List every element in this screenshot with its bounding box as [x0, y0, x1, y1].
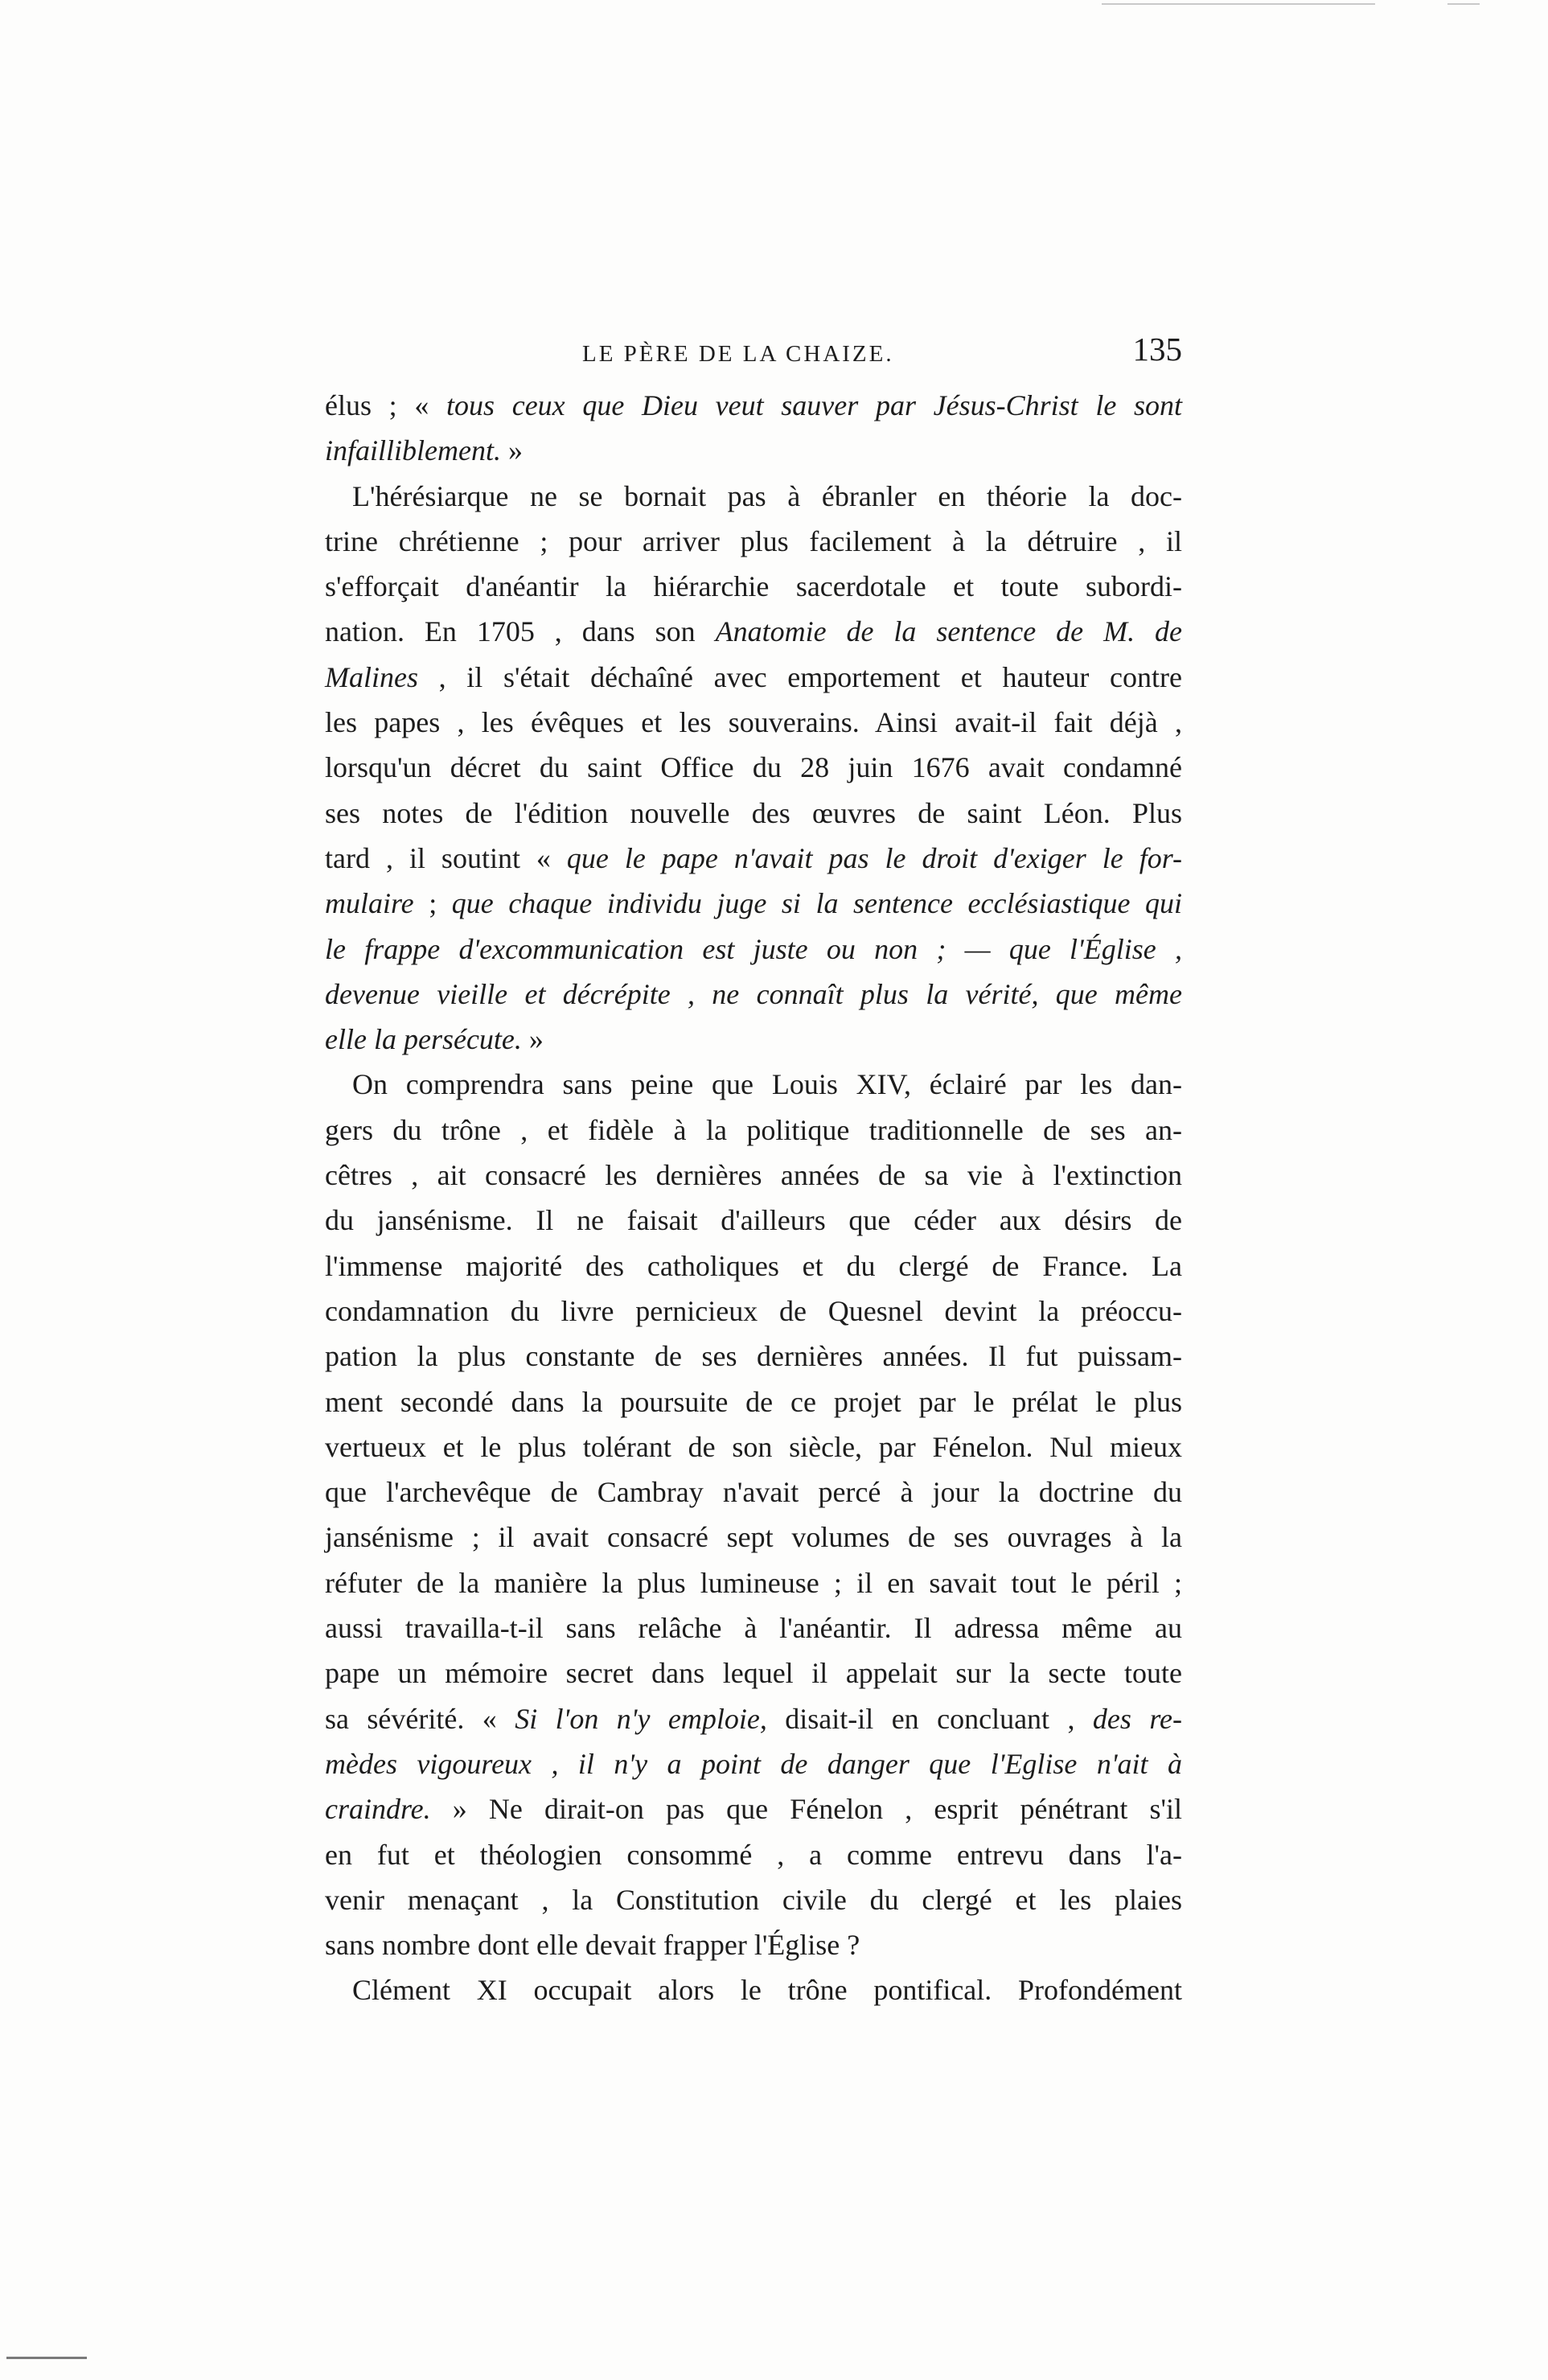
text-run: L'hérésiarque ne se bornait pas à ébranler en théorie la doc- [352, 479, 1182, 512]
page-header [325, 330, 1182, 378]
italic-text: tous ceux que Dieu veut sauver par Jésus-Christ le sont [446, 389, 1182, 421]
text-run: nation. En 1705 , dans son [325, 615, 716, 648]
text-run: l'immense majorité des catholiques et du clergé de France. La [325, 1249, 1182, 1282]
text-line [325, 1243, 1182, 1289]
text-run: s'efforçait d'anéantir la hiérarchie sacerdotale et toute subordi- [325, 570, 1182, 603]
text-line [325, 519, 1182, 564]
bottom-edge-rule [6, 2357, 87, 2359]
text-line [325, 1967, 1182, 2012]
text-run: venir menaçant , la Constitution civile du clergé et les plaies [325, 1883, 1182, 1916]
italic-text: que chaque individu juge si la sentence ecclésiastique qui [451, 887, 1182, 920]
text-run: On comprendra sans peine que Louis XIV, éclairé par les dan- [352, 1068, 1182, 1101]
text-line [325, 1741, 1182, 1786]
text-line [325, 1470, 1182, 1515]
text-line [325, 1153, 1182, 1198]
text-line [325, 791, 1182, 836]
top-edge-rule-short [1447, 3, 1480, 5]
text-line [325, 474, 1182, 519]
text-run: sa sévérité. « [325, 1702, 515, 1735]
italic-text: mèdes vigoureux , il n'y a point de danger que l'Eglise n'ait à [325, 1747, 1182, 1780]
italic-text: le frappe d'excommunication est juste ou non ; — que l'Église , [325, 932, 1182, 965]
text-line [325, 1786, 1182, 1831]
italic-text: Malines [325, 660, 418, 693]
text-line [325, 1334, 1182, 1379]
italic-text: elle la persécute. [325, 1023, 522, 1056]
text-run: condamnation du livre pernicieux de Quesnel devint la préoccu- [325, 1294, 1182, 1327]
text-line [325, 927, 1182, 972]
text-line [325, 428, 1182, 473]
page-number: 135 [1132, 331, 1182, 368]
text-line [325, 564, 1182, 609]
text-run: pation la plus constante de ses dernières années. Il fut puissam- [325, 1340, 1182, 1373]
text-run: que l'archevêque de Cambray n'avait percé à jour la doctrine du [325, 1476, 1182, 1509]
running-head: LE PÈRE DE LA CHAIZE. [582, 341, 894, 367]
text-line [325, 1515, 1182, 1560]
text-line [325, 1289, 1182, 1334]
text-run: jansénisme ; il avait consacré sept volumes de ses ouvrages à la [325, 1521, 1182, 1554]
text-line [325, 1832, 1182, 1877]
text-line [325, 972, 1182, 1017]
text-line [325, 1424, 1182, 1470]
text-line [325, 655, 1182, 700]
text-run: disait-il en concluant , [766, 1702, 1093, 1735]
text-line [325, 1108, 1182, 1153]
text-run: , il s'était déchaîné avec emportement et hauteur contre [417, 660, 1182, 693]
text-line [325, 700, 1182, 745]
italic-text: des re- [1092, 1702, 1182, 1735]
text-run: Clément XI occupait alors le trône pontifical. Profondément [352, 1974, 1182, 2007]
text-run: ment secondé dans la poursuite de ce projet par le prélat le plus [325, 1385, 1182, 1418]
text-line [325, 1062, 1182, 1107]
text-line [325, 1650, 1182, 1696]
text-run: trine chrétienne ; pour arriver plus facilement à la détruire , il [325, 524, 1182, 557]
body-text [325, 383, 1182, 2013]
text-run: cêtres , ait consacré les dernières années de sa vie à l'extinction [325, 1159, 1182, 1192]
text-line [325, 1560, 1182, 1605]
italic-text: que le pape n'avait pas le droit d'exiger le for- [566, 841, 1182, 874]
text-run: lorsqu'un décret du saint Office du 28 juin 1676 avait condamné [325, 751, 1182, 784]
text-run: réfuter de la manière la plus lumineuse ; il en savait tout le péril ; [325, 1566, 1182, 1599]
text-run: tard , il soutint « [325, 841, 567, 874]
text-line [325, 1605, 1182, 1650]
text-run: du jansénisme. Il ne faisait d'ailleurs que céder aux désirs de [325, 1204, 1182, 1237]
italic-text: mulaire [325, 887, 414, 920]
text-run: pape un mémoire secret dans lequel il appelait sur la secte toute [325, 1657, 1182, 1690]
text-run: gers du trône , et fidèle à la politique traditionnelle de ses an- [325, 1113, 1182, 1146]
text-run: ses notes de l'édition nouvelle des œuvres de saint Léon. Plus [325, 796, 1182, 829]
text-line [325, 1017, 1182, 1062]
text-line [325, 609, 1182, 654]
italic-text: Anatomie de la sentence de M. de [715, 615, 1182, 648]
text-run: ; [413, 887, 452, 920]
text-line [325, 1877, 1182, 1922]
text-line [325, 745, 1182, 790]
text-run: aussi travailla-t-il sans relâche à l'anéantir. Il adressa même au [325, 1612, 1182, 1645]
text-run: les papes , les évêques et les souverains. Ainsi avait-il fait déjà , [325, 706, 1182, 739]
text-line [325, 836, 1182, 881]
text-run: » [521, 1023, 544, 1056]
text-line [325, 1379, 1182, 1424]
text-line [325, 1696, 1182, 1741]
italic-text: infailliblement. [325, 434, 501, 467]
text-line [325, 1922, 1182, 1967]
italic-text: craindre. [325, 1793, 431, 1826]
text-run: sans nombre dont elle devait frapper l'Église ? [325, 1929, 860, 1962]
italic-text: Si l'on n'y emploie, [515, 1702, 767, 1735]
text-run: en fut et théologien consommé , a comme entrevu dans l'a- [325, 1838, 1182, 1871]
text-line [325, 881, 1182, 926]
text-run: » Ne dirait-on pas que Fénelon , esprit pénétrant s'il [430, 1793, 1182, 1826]
text-run: élus ; « [325, 389, 447, 421]
text-line [325, 1198, 1182, 1243]
top-edge-rule [1102, 3, 1375, 5]
text-run: vertueux et le plus tolérant de son siècle, par Fénelon. Nul mieux [325, 1430, 1182, 1463]
italic-text: devenue vieille et décrépite , ne connaît plus la vérité, que même [325, 977, 1182, 1010]
text-line [325, 383, 1182, 428]
text-run: » [500, 434, 523, 467]
